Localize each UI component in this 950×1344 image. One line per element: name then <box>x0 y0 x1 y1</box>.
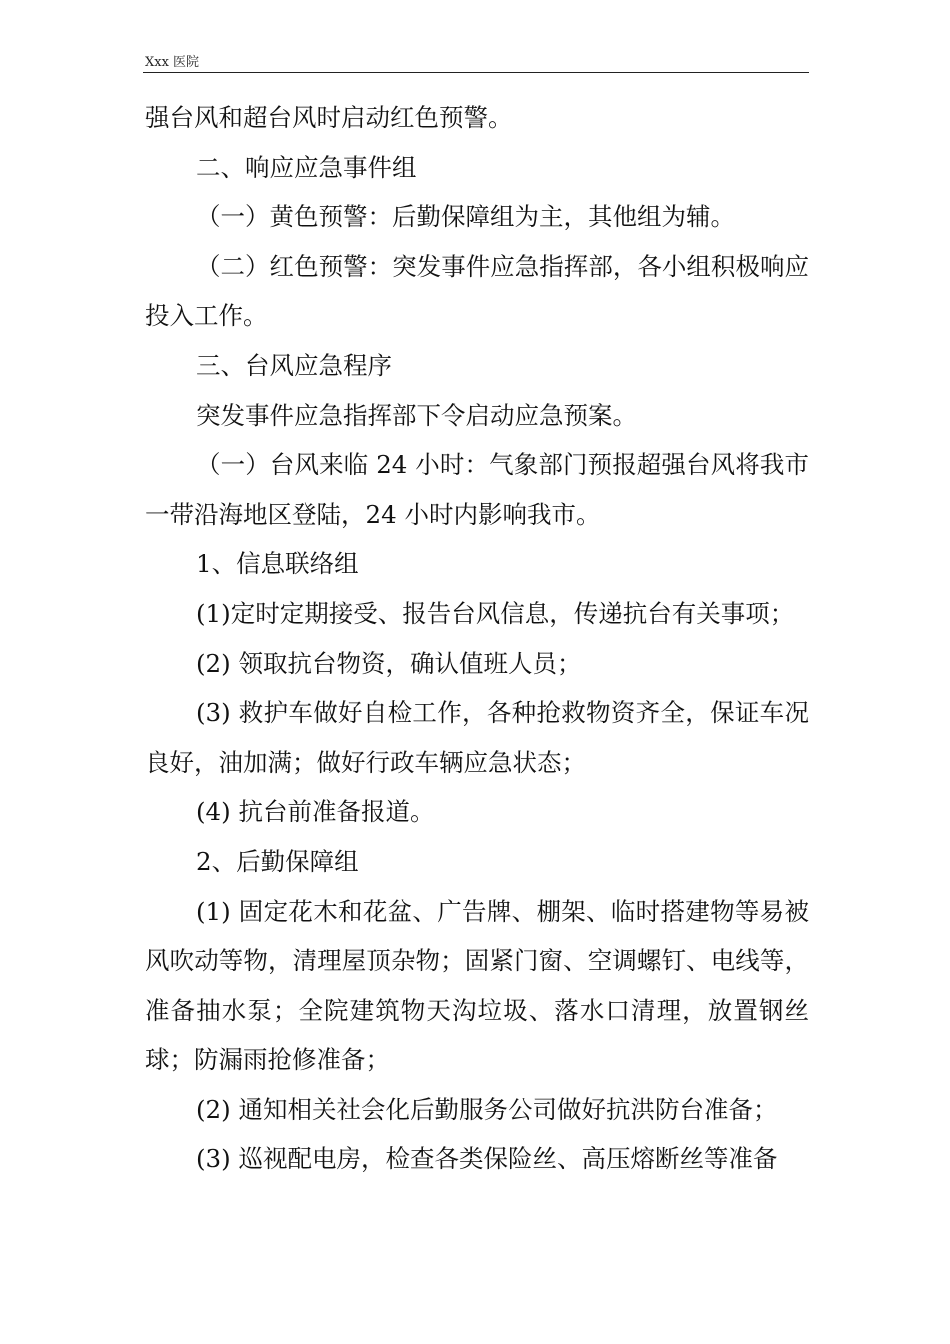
header-hospital-name: Xxx 医院 <box>145 55 200 70</box>
subsection-heading: 2、后勤保障组 <box>196 846 359 876</box>
paragraph: （一）台风来临 24 小时：气象部门预报超强台风将我市一带沿海地区登陆，24 小时内影响我市。 <box>145 450 809 529</box>
list-item: (2) 领取抗台物资，确认值班人员； <box>196 648 582 678</box>
paragraph: （一）黄色预警：后勤保障组为主，其他组为辅。 <box>196 202 735 232</box>
subsection-heading: 1、信息联络组 <box>196 549 359 579</box>
list-item: (3) 救护车做好自检工作，各种抢救物资齐全，保证车况良好，油加满；做好行政车辆应急状态； <box>145 698 809 777</box>
paragraph: 强台风和超台风时启动红色预警。 <box>145 103 513 132</box>
page-header <box>143 56 809 73</box>
section-heading: 二、响应应急事件组 <box>196 152 417 182</box>
section-heading: 三、台风应急程序 <box>196 350 392 380</box>
paragraph: 突发事件应急指挥部下令启动应急预案。 <box>196 400 637 430</box>
list-item: (3) 巡视配电房，检查各类保险丝、高压熔断丝等准备 <box>196 1144 778 1174</box>
list-item: (4) 抗台前准备报道。 <box>196 797 435 827</box>
document-body <box>145 93 809 1184</box>
list-item: (2) 通知相关社会化后勤服务公司做好抗洪防台准备； <box>196 1094 778 1124</box>
list-item: (1) 固定花木和花盆、广告牌、棚架、临时搭建物等易被风吹动等物，清理屋顶杂物；固紧门窗、空调螺钉、电线等，准备抽水泵；全院建筑物天沟垃圾、落水口清理，放置钢丝球；防漏雨抢修准备； <box>145 896 809 1075</box>
paragraph: （二）红色预警：突发事件应急指挥部，各小组积极响应投入工作。 <box>145 251 809 331</box>
list-item: (1)定时定期接受、报告台风信息，传递抗台有关事项； <box>196 598 795 628</box>
